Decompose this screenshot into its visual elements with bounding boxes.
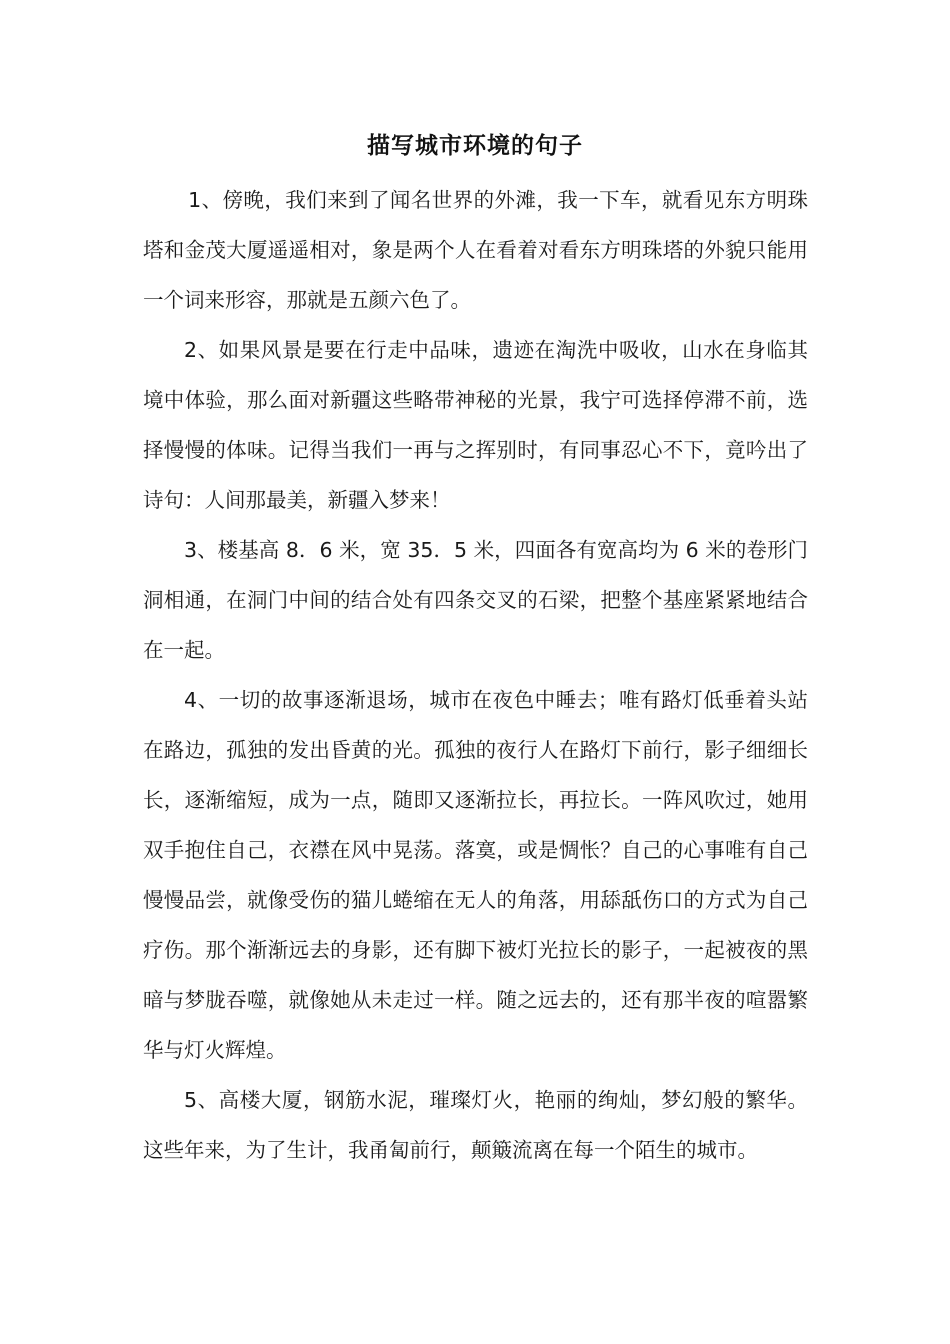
paragraph-5: 5、高楼大厦，钢筋水泥，璀璨灯火，艳丽的绚灿，梦幻般的繁华。这些年来，为了生计，我甬匐前行，颠簸流离在每一个陌生的城市。	[143, 1088, 808, 1162]
paragraph-3: 3、楼基高 8．6 米，宽 35．5 米，四面各有宽高均为 6 米的卷形门洞相通，在洞门中间的结合处有四条交叉的石梁，把整个基座紧紧地结合在一起。	[143, 538, 808, 662]
paragraph-4: 4、一切的故事逐渐退场，城市在夜色中睡去；唯有路灯低垂着头站在路边，孤独的发出昏黄的光。孤独的夜行人在路灯下前行，影子细细长长，逐渐缩短，成为一点，随即又逐渐拉长，再拉长。一阵风吹过，她用双手抱住自己，衣襟在风中晃荡。落寞，或是惆怅？自己的心事唯有自己慢慢品尝，就像受伤的猫儿蜷缩在无人的角落，用舔舐伤口的方式为自己疗伤。那个渐渐远去的身影，还有脚下被灯光拉长的影子，一起被夜的黑暗与梦胧吞噬，就像她从未走过一样。随之远去的，还有那半夜的喧嚣繁华与灯火辉煌。	[143, 688, 808, 1062]
document-body	[143, 175, 808, 1175]
document-title: 描写城市环境的句子	[367, 133, 583, 159]
paragraph-2: 2、如果风景是要在行走中品味，遗迹在淘洗中吸收，山水在身临其境中体验，那么面对新疆这些略带神秘的光景，我宁可选择停滞不前，选择慢慢的体味。记得当我们一再与之挥别时，有同事忍心不下，竟吟出了诗句：人间那最美，新疆入梦来！	[143, 338, 808, 512]
paragraph-1: 1、傍晚，我们来到了闻名世界的外滩，我一下车，就看见东方明珠塔和金茂大厦遥遥相对，象是两个人在看着对看东方明珠塔的外貌只能用一个词来形容，那就是五颜六色了。	[143, 188, 808, 312]
